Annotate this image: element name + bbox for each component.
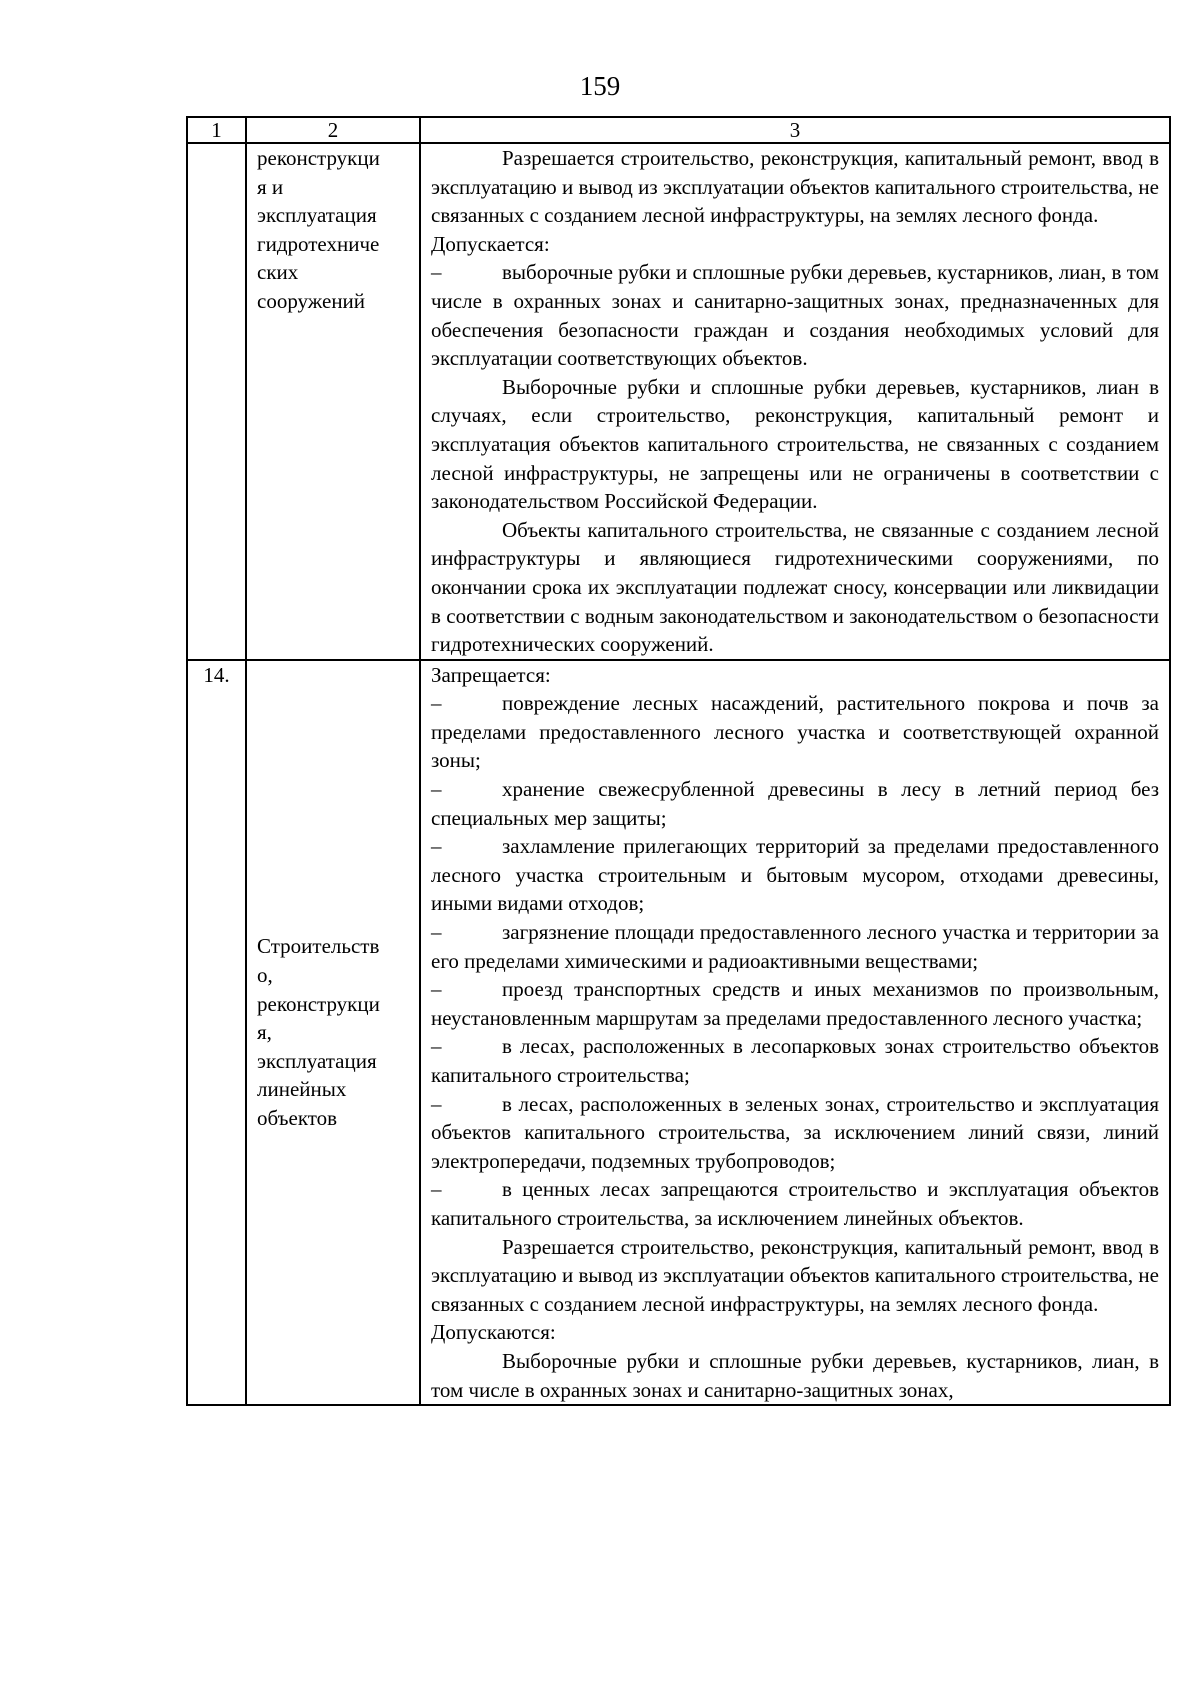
dash-list-item xyxy=(431,918,1159,975)
paragraph: Объекты капитального строительства, не связанные с созданием лесной инфраструктуры и являющиеся гидротехническими сооружениями, по окончании срока их эксплуатации подлежат сносу, консервации или ликвидации в соответствии с водным законодательством и законодательством о безопасности гидротехнических сооружений. xyxy=(431,517,1159,657)
dash-list-item xyxy=(431,975,1159,1032)
column-header-1: 1 xyxy=(187,117,246,143)
activity-name-line: реконструкци xyxy=(257,991,380,1016)
dash-list-item-text: в ценных лесах запрещаются строительство и эксплуатация объектов капитального строительства, за исключением линейных объектов. xyxy=(431,1177,1159,1230)
paragraph: Допускается: xyxy=(431,231,550,256)
dash-list-item-text: загрязнение площади предоставленного лесного участка и территории за его пределами химическими и радиоактивными веществами; xyxy=(431,920,1159,973)
table-header-row xyxy=(187,117,1170,143)
table-row xyxy=(187,143,1170,660)
activity-name-line: о, xyxy=(257,962,273,987)
dash-bullet-icon: – xyxy=(431,920,442,945)
paragraph: Допускаются: xyxy=(431,1320,556,1345)
table-row xyxy=(187,660,1170,1405)
dash-list-item xyxy=(431,1175,1159,1232)
paragraph: Выборочные рубки и сплошные рубки деревьев, кустарников, лиан в случаях, если строительство, реконструкция, капитальный ремонт и эксплуатация объектов капитального строительства, не связанных с созданием лесной инфраструктуры, не запрещены или не ограничены в соответствии с законодательством Российской Федерации. xyxy=(431,374,1159,514)
dash-list-item xyxy=(431,1032,1159,1089)
paragraph: Выборочные рубки и сплошные рубки деревьев, кустарников, лиан, в том числе в охранных зонах и санитарно-защитных зонах, xyxy=(431,1348,1159,1402)
column-header-3: 3 xyxy=(420,117,1170,143)
activity-name-line: сооружений xyxy=(257,288,366,313)
dash-bullet-icon: – xyxy=(431,834,442,859)
paragraph: Разрешается строительство, реконструкция, капитальный ремонт, ввод в эксплуатацию и вывод из эксплуатации объектов капитального строительства, не связанных с созданием лесной инфраструктуры, на землях лесного фонда. xyxy=(431,146,1159,228)
activity-name-line: линейных xyxy=(257,1077,347,1102)
activity-name-line: гидротехниче xyxy=(257,231,380,256)
dash-list-item xyxy=(431,832,1159,918)
activity-name-line: я, xyxy=(257,1020,272,1045)
column-header-2: 2 xyxy=(246,117,420,143)
paragraph: Разрешается строительство, реконструкция, капитальный ремонт, ввод в эксплуатацию и вывод из эксплуатации объектов капитального строительства, не связанных с созданием лесной инфраструктуры, на землях лесного фонда. xyxy=(431,1234,1159,1316)
requirements-text-cell xyxy=(420,660,1170,1405)
dash-list-item-text: повреждение лесных насаждений, растительного покрова и почв за пределами предоставленного лесного участка и соответствующей охранной зоны; xyxy=(431,691,1159,773)
dash-list-item xyxy=(431,775,1159,832)
dash-bullet-icon: – xyxy=(431,1177,442,1202)
dash-bullet-icon: – xyxy=(431,260,442,285)
row-number-cell xyxy=(187,143,246,660)
activity-name-cell xyxy=(246,660,420,1405)
activity-name-line: я и xyxy=(257,174,284,199)
dash-list-item-text: проезд транспортных средств и иных механизмов по произвольным, неустановленным маршрутам за пределами предоставленного лесного участка; xyxy=(431,977,1159,1030)
dash-list-item xyxy=(431,689,1159,775)
activity-name-line: реконструкци xyxy=(257,146,380,170)
activity-name-cell xyxy=(246,143,420,660)
dash-list-item-text: захламление прилегающих территорий за пределами предоставленного лесного участка строительным и бытовым мусором, отходами древесины, иными видами отходов; xyxy=(431,834,1159,916)
requirements-text-cell xyxy=(420,143,1170,660)
row-number-cell: 14. xyxy=(187,660,246,1405)
activity-name-line: объектов xyxy=(257,1105,338,1130)
paragraph: Запрещается: xyxy=(431,662,551,687)
dash-list-item xyxy=(431,1090,1159,1176)
dash-list-item-text: в лесах, расположенных в зеленых зонах, строительство и эксплуатация объектов капитального строительства, за исключением линий связи, линий электропередачи, подземных трубопроводов; xyxy=(431,1091,1159,1173)
activity-name-line: эксплуатация xyxy=(257,203,377,228)
dash-list-item-text: в лесах, расположенных в лесопарковых зонах строительство объектов капитального строительства; xyxy=(431,1034,1159,1087)
activity-name-line: Строительств xyxy=(257,934,380,959)
dash-bullet-icon: – xyxy=(431,1091,442,1116)
dash-bullet-icon: – xyxy=(431,1034,442,1059)
dash-list-item-text: выборочные рубки и сплошные рубки деревьев, кустарников, лиан, в том числе в охранных зонах и санитарно-защитных зонах, предназначенных для обеспечения безопасности граждан и создания необходимых условий для эксплуатации соответствующих объектов. xyxy=(431,260,1159,371)
dash-bullet-icon: – xyxy=(431,977,442,1002)
activity-name-line: эксплуатация xyxy=(257,1048,377,1073)
dash-list-item-text: хранение свежесрубленной древесины в лесу в летний период без специальных мер защиты; xyxy=(431,777,1159,830)
activity-name-line: ских xyxy=(257,260,299,285)
dash-bullet-icon: – xyxy=(431,777,442,802)
dash-bullet-icon: – xyxy=(431,691,442,716)
dash-list-item xyxy=(431,258,1159,372)
document-table xyxy=(186,116,1171,1406)
page-number: 159 xyxy=(579,71,621,101)
